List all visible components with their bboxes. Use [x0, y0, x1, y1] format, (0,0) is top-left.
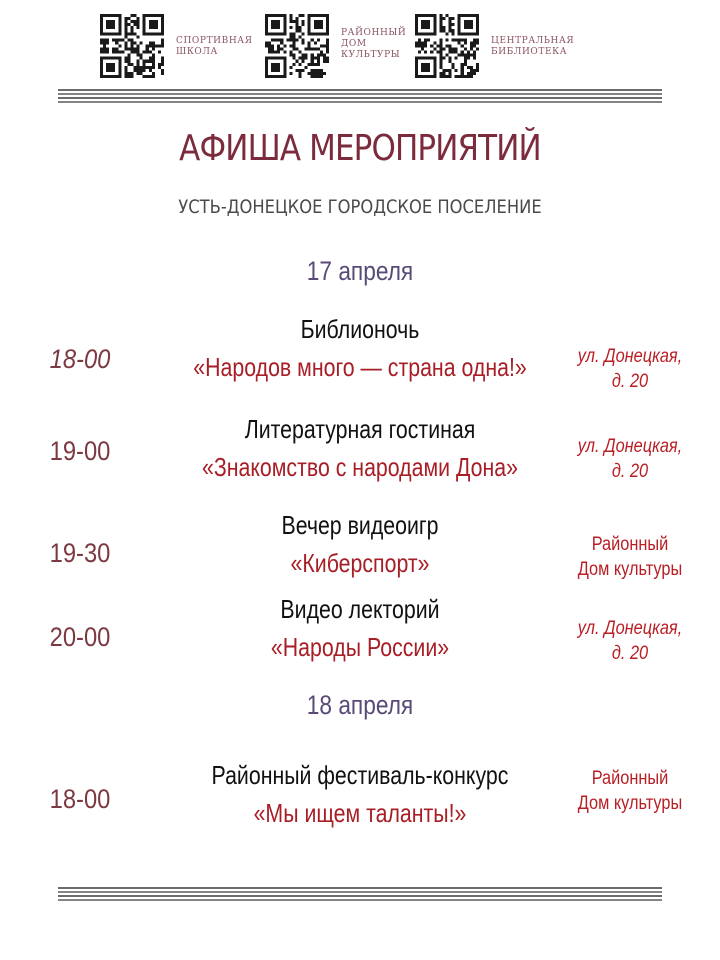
event-name: Вечер видеоигр	[281, 510, 439, 540]
event-time: 19-00	[49, 436, 111, 466]
date-heading: 18 апреля	[306, 690, 414, 720]
event-place	[566, 344, 695, 394]
event-place	[566, 766, 695, 816]
qr-code-icon	[415, 14, 479, 78]
qr-label-line: ДОМ	[341, 39, 367, 49]
event-name: Районный фестиваль-конкурс	[211, 760, 509, 790]
qr-label-line: РАЙОННЫЙ	[341, 28, 407, 38]
page-title: АФИША МЕРОПРИЯТИЙ	[179, 128, 541, 169]
event-place-line: Районный	[591, 768, 669, 789]
event-time: 18-00	[49, 784, 111, 814]
event-place-line: ул. Донецкая,	[577, 618, 683, 639]
event-name: Библионочь	[300, 314, 420, 344]
event-place-line: Дом культуры	[577, 793, 683, 814]
date-heading: 17 апреля	[306, 256, 414, 286]
qr-code-row	[100, 14, 580, 78]
event-subtitle: «Народы России»	[270, 632, 450, 662]
qr-label-line: ШКОЛА	[176, 47, 218, 57]
event-place-line: ул. Донецкая,	[577, 346, 683, 367]
event-place-line: Дом культуры	[577, 559, 683, 580]
event-subtitle: «Знакомство с народами Дона»	[201, 452, 519, 482]
qr-code-icon	[100, 14, 164, 78]
event-subtitle: «Народов много — страна одна!»	[193, 352, 527, 382]
event-time: 20-00	[49, 622, 111, 652]
event-place-line: д. 20	[611, 461, 649, 482]
top-divider	[58, 88, 662, 106]
event-place-line: д. 20	[611, 371, 649, 392]
event-place	[566, 616, 695, 666]
event-place	[566, 434, 695, 484]
qr-label-central-library	[491, 36, 581, 58]
qr-label-line: БИБЛИОТЕКА	[491, 47, 568, 57]
page-subtitle: УСТЬ-ДОНЕЦКОЕ ГОРОДСКОЕ ПОСЕЛЕНИЕ	[178, 196, 542, 218]
bottom-divider	[58, 886, 662, 904]
event-place-line: Районный	[591, 534, 669, 555]
qr-label-line: КУЛЬТУРЫ	[341, 50, 401, 60]
qr-label-line: ЦЕНТРАЛЬНАЯ	[491, 36, 575, 46]
event-name: Литературная гостиная	[244, 414, 476, 444]
event-subtitle: «Киберспорт»	[290, 548, 430, 578]
event-time: 18-00	[49, 344, 111, 374]
event-subtitle: «Мы ищем таланты!»	[253, 798, 467, 828]
event-name: Видео лекторий	[280, 594, 440, 624]
qr-label-sports-school	[176, 36, 266, 58]
qr-label-line: СПОРТИВНАЯ	[176, 36, 253, 46]
event-time: 19-30	[49, 538, 111, 568]
event-place-line: ул. Донецкая,	[577, 436, 683, 457]
event-place	[566, 532, 695, 582]
event-place-line: д. 20	[611, 643, 649, 664]
qr-code-icon	[265, 14, 329, 78]
